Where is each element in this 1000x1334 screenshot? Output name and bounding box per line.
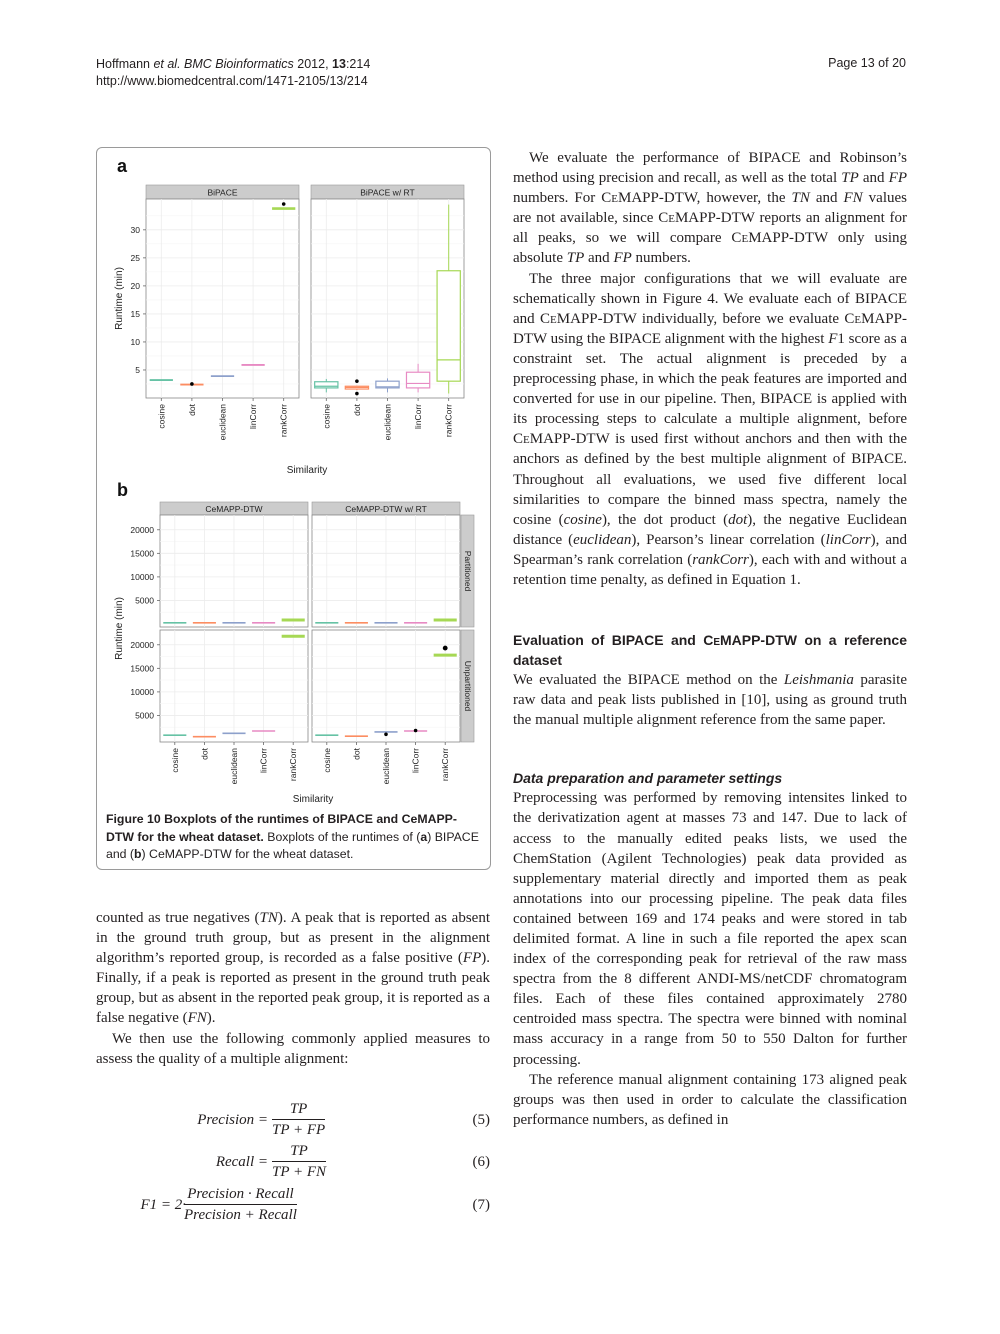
facet-strip-label: BiPACE [207, 187, 238, 198]
x-tick-label: rankCorr [443, 404, 454, 438]
figure-10-plots [97, 148, 490, 808]
outlier-point [443, 646, 448, 651]
y-tick-label: 15000 [130, 663, 154, 674]
page-number: Page 13 of 20 [828, 56, 906, 70]
facet-cemapp-dtw-partitioned [160, 515, 308, 627]
equation-number: (5) [472, 1112, 490, 1128]
x-tick-label: euclidean [381, 748, 391, 785]
x-tick-label: rankCorr [288, 748, 299, 782]
outlier-point [384, 732, 388, 736]
caption-title: Figure 10 Boxplots of the runtimes of BIPACE and CeMAPP-DTW for the wheat dataset. [106, 812, 457, 844]
y-tick-label: 20000 [130, 524, 154, 535]
equation-lhs: Recall = [215, 1154, 268, 1170]
equation-fraction [272, 1142, 326, 1182]
x-tick-label: rankCorr [278, 404, 289, 438]
x-axis-label: Similarity [286, 465, 328, 476]
x-tick-label: cosine [156, 404, 167, 429]
denominator: TP + FP [272, 1122, 326, 1138]
y-tick-label: 15 [130, 308, 140, 319]
outlier-point [355, 392, 359, 396]
outlier-point [414, 729, 418, 733]
x-tick-label: cosine [169, 748, 180, 773]
y-tick-label: 10000 [130, 571, 154, 582]
y-tick-label: 15000 [130, 548, 154, 559]
x-tick-label: dot [351, 748, 362, 760]
y-tick-label: 10000 [130, 686, 154, 697]
paragraph: We then use the following commonly applied measures to assess the quality of a multiple alignment: [96, 1030, 490, 1067]
y-tick-label: 20000 [130, 639, 154, 650]
citation: Hoffmann et al. BMC Bioinformatics 2012, 13:214 [96, 57, 371, 71]
equation-number: (6) [472, 1154, 490, 1170]
x-tick-label: euclidean [217, 404, 228, 441]
paragraph: We evaluate the performance of BIPACE and Robinson’s method using precision and recall, as well as the total TP and FP numbers. For CeMAPP-DTW, however, the TN and FN values are not available, since CeMAPP-DTW reports an alignment for all peaks, so we will compare CeMAPP-DTW only using absolute TP and FP numbers. [513, 150, 908, 267]
x-axis-label: Similarity [292, 794, 334, 805]
left-column [96, 908, 490, 1069]
outlier-point [190, 382, 194, 386]
article-url[interactable]: http://www.biomedcentral.com/1471-2105/13/214 [96, 74, 368, 88]
paragraph: We evaluated the BIPACE method on the Leishmania parasite raw data and peak lists published in [10], using as ground truth the manual multiple alignment reference from the same paper. [513, 672, 907, 729]
numerator: Precision · Recall [184, 1185, 297, 1205]
section-heading: Evaluation of BIPACE and CeMAPP-DTW on a reference dataset [513, 632, 907, 669]
x-tick-label: cosine [321, 748, 332, 773]
paragraph: The three major configurations that we will evaluate are schematically shown in Figure 4. We evaluate each of BIPACE and CeMAPP-DTW individually, before we evaluate CeMAPP-DTW using the BIPACE alignment with the highest F1 score as a constraint set. The actual alignment is preceded by a preprocessing phase, in which the peak features are imported and converted for use in our pipeline. Then, BIPACE is applied with its processing steps to calculate a multiple alignment, before CeMAPP-DTW is used first without anchors and then with the anchors as defined by the best multiple alignment of BIPACE. Throughout all evaluations, we used five different local similarities to compare the binned mass spectra, namely the cosine (cosine), the dot product (dot), the negative Euclidean distance (euclidean), Pearson’s linear correlation (linCorr), and Spearman’s rank correlation (rankCorr), each with and without a retention time penalty, as defined in Equation 1. [513, 270, 908, 588]
equation-number: (7) [472, 1197, 490, 1213]
equations-block [96, 1100, 490, 1240]
x-tick-label: cosine [321, 404, 332, 429]
equation-6 [96, 1142, 490, 1184]
figure-10 [96, 147, 491, 870]
x-tick-label: dot [186, 404, 197, 416]
running-header [96, 56, 370, 90]
x-tick-label: linCorr [248, 404, 259, 430]
panel-a-label: a [117, 156, 128, 176]
y-tick-label: 20 [130, 280, 140, 291]
y-tick-label: 25 [130, 252, 140, 263]
facet-strip-label: CeMAPP-DTW w/ RT [345, 504, 427, 514]
paragraph: Preprocessing was performed by removing intensites linked to the derivatization agent at masses 73 and 147. Due to lack of access to the manually edited peaks lists, we used the ChemStation (Agilent Technologies) peak data provided as supplementary material directly and imported them as peak annotations into our processing pipeline. The peak data files contained between 169 and 174 peaks and were stored in tab delimited format. A line in such a file reported the apex scan index of the corresponding peak for retrieval of the raw mass spectra from the 8 different ANDI-MS/netCDF chromatogram files. Each of these files contained approximately 2780 centroided mass spectra. The spectra were binned with nominal mass accuracy in a range from 50 to 550 Dalton for further processing. [513, 790, 907, 1068]
y-tick-label: 5000 [135, 710, 154, 721]
panel-b-label: b [117, 480, 128, 500]
right-column [513, 148, 907, 1130]
facet-strip-label: CeMAPP-DTW [205, 504, 263, 514]
x-tick-label: dot [199, 748, 210, 760]
paragraph: counted as true negatives (TN). A peak that is reported as absent in the ground truth group, but as present in the alignment algorithm’s reported group, is recorded as a false positive (FP). Finally, if a peak is reported as present in the ground truth peak group, but as absent in the reported peak group, it is reported as a false negative (FN). [96, 910, 490, 1027]
x-tick-label: rankCorr [440, 748, 451, 782]
y-tick-label: 30 [130, 224, 140, 235]
facet-cemapp-dtw-w-rt-partitioned [312, 515, 460, 627]
y-axis-label: Runtime (min) [114, 267, 125, 330]
outlier-point [355, 379, 359, 383]
subsection-heading: Data preparation and parameter settings [513, 770, 783, 787]
x-tick-label: linCorr [410, 748, 421, 774]
x-tick-label: dot [351, 404, 362, 416]
paragraph: The reference manual alignment containing 173 aligned peak groups was then used in order to calculate the classification performance numbers, as defined in [513, 1071, 907, 1128]
facet-bipace [146, 185, 299, 440]
denominator: TP + FN [272, 1164, 327, 1180]
equation-fraction [272, 1100, 325, 1140]
figure-caption: Figure 10 Boxplots of the runtimes of BIPACE and CeMAPP-DTW for the wheat dataset. Boxplots of the runtimes of (a) BIPACE and (b) CeMAPP-DTW for the wheat dataset. [106, 812, 479, 861]
equation-7 [96, 1185, 490, 1227]
y-tick-label: 10 [130, 336, 140, 347]
y-axis-label: Runtime (min) [114, 597, 125, 660]
equation-lhs: F1 = 2· [140, 1197, 186, 1213]
row-strip-label: Unpartitioned [463, 660, 473, 712]
facet-strip-label: BiPACE w/ RT [360, 187, 415, 198]
facet-bipace-w-rt [311, 185, 464, 440]
numerator: TP [272, 1100, 325, 1120]
equation-lhs: Precision = [197, 1112, 268, 1128]
denominator: Precision + Recall [184, 1207, 297, 1223]
numerator: TP [272, 1142, 326, 1162]
equation-5 [96, 1100, 490, 1142]
row-strip-label: Partitioned [463, 550, 473, 592]
facet-cemapp-dtw-w-rt-unpartitioned [312, 630, 460, 784]
y-tick-label: 5 [135, 364, 140, 375]
equation-fraction [184, 1185, 297, 1225]
y-tick-label: 5000 [135, 595, 154, 606]
outlier-point [282, 202, 286, 206]
facet-cemapp-dtw-unpartitioned [160, 630, 308, 784]
x-tick-label: euclidean [229, 748, 239, 785]
x-tick-label: euclidean [382, 404, 393, 441]
x-tick-label: linCorr [413, 404, 424, 430]
x-tick-label: linCorr [258, 748, 269, 774]
